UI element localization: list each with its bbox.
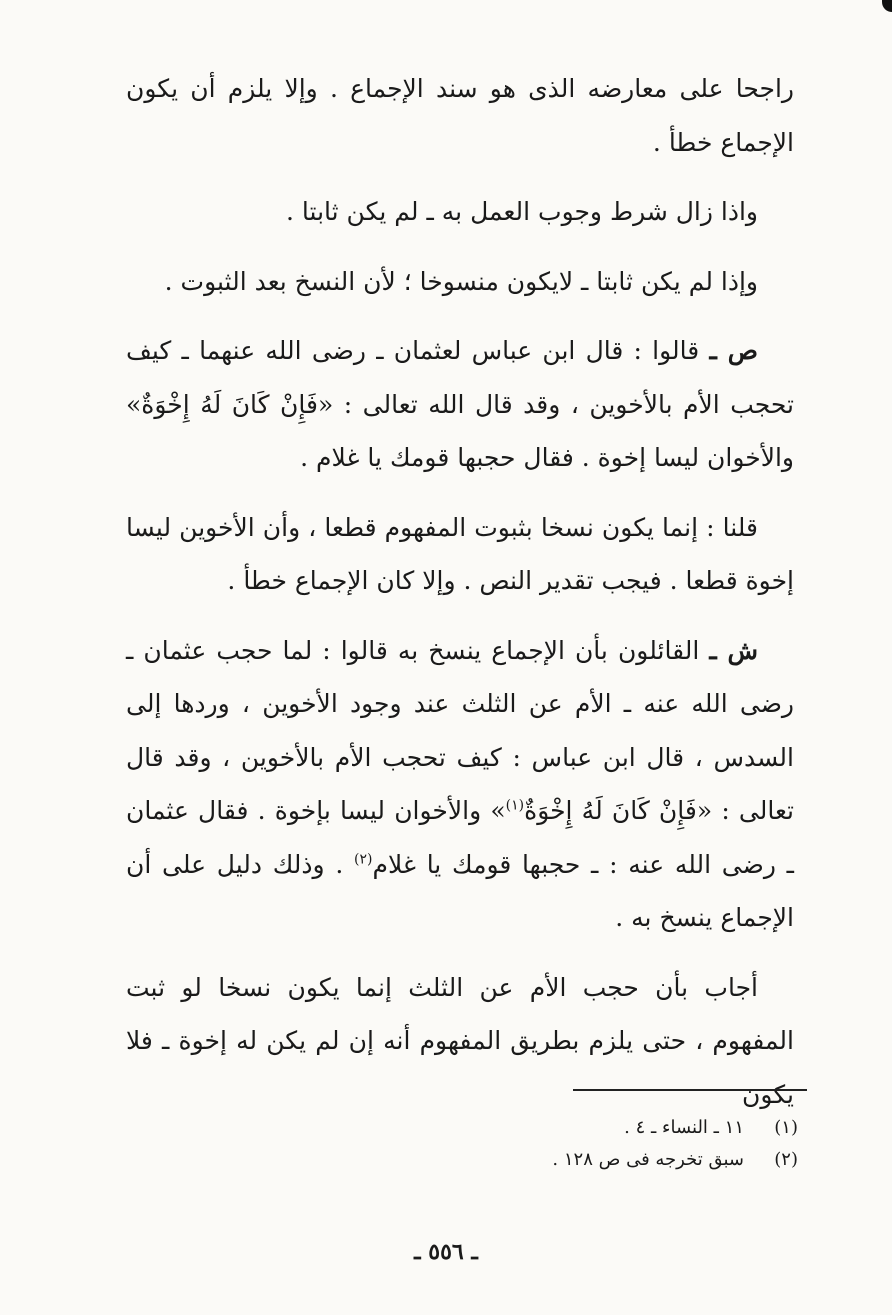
footnote-2: (٢) سبق تخرجه فى ص ١٢٨ . (552, 1149, 798, 1170)
paragraph-4: ص ـ قالوا : قال ابن عباس لعثمان ـ رضى الله عنهما ـ كيف تحجب الأم بالأخوين ، وقد قال الله تعالى : «فَإِنْ كَانَ لَهُ إِخْوَةٌ» والأخوان ليسا إخوة . فقال حجبها قومك يا غلام . (126, 336, 794, 472)
paragraph-3: وإذا لم يكن ثابتا ـ لايكون منسوخا ؛ لأن النسخ بعد الثبوت . (164, 266, 758, 296)
page-number: ـ ٥٥٦ ـ (414, 1239, 478, 1265)
corner-mark (882, 0, 892, 12)
paragraph-6: ش ـ القائلون بأن الإجماع ينسخ به قالوا : لما حجب عثمان ـ رضى الله عنه ـ الأم عن الثلث عند وجود الأخوين ، وردها إلى السدس ، قال ابن عباس : كيف تحجب الأم بالأخوين ، وقد قال تعالى : «فَإِنْ كَانَ لَهُ إِخْوَةٌ$^{(١)}$» والأخوان ليسا بإخوة . فقال عثمان ـ رضى الله عنه : ـ حجبها قومك يا غلام$^{(٢)}$ . وذلك دليل على أن الإجماع ينسخ به . (126, 635, 794, 932)
footnote-ref-1: (١) (505, 797, 525, 814)
paragraph-1: راجحا على معارضه الذى هو سند الإجماع . وإلا يلزم أن يكون الإجماع خطأ . (126, 74, 794, 157)
paragraph-7: أجاب بأن حجب الأم عن الثلث إنما يكون نسخا لو ثبت المفهوم ، حتى يلزم بطريق المفهوم أنه إن لم يكن له إخوة ـ فلا يكون (126, 972, 794, 1109)
section-marker: ش ـ (709, 635, 758, 665)
main-text (126, 62, 794, 1137)
footnotes (420, 1112, 798, 1176)
footnote-divider (573, 1089, 807, 1091)
paragraph-5: قلنا : إنما يكون نسخا بثبوت المفهوم قطعا ، وأن الأخوين ليسا إخوة قطعا . فيجب تقدير النص . وإلا كان الإجماع خطأ . (126, 512, 794, 595)
footnote-1: (١) ١١ ـ النساء ـ ٤ . (624, 1117, 798, 1138)
section-marker: ص ـ (709, 336, 758, 365)
footnote-ref-2: (٢) (354, 851, 373, 868)
paragraph-2: واذا زال شرط وجوب العمل به ـ لم يكن ثابتا . (286, 197, 758, 226)
